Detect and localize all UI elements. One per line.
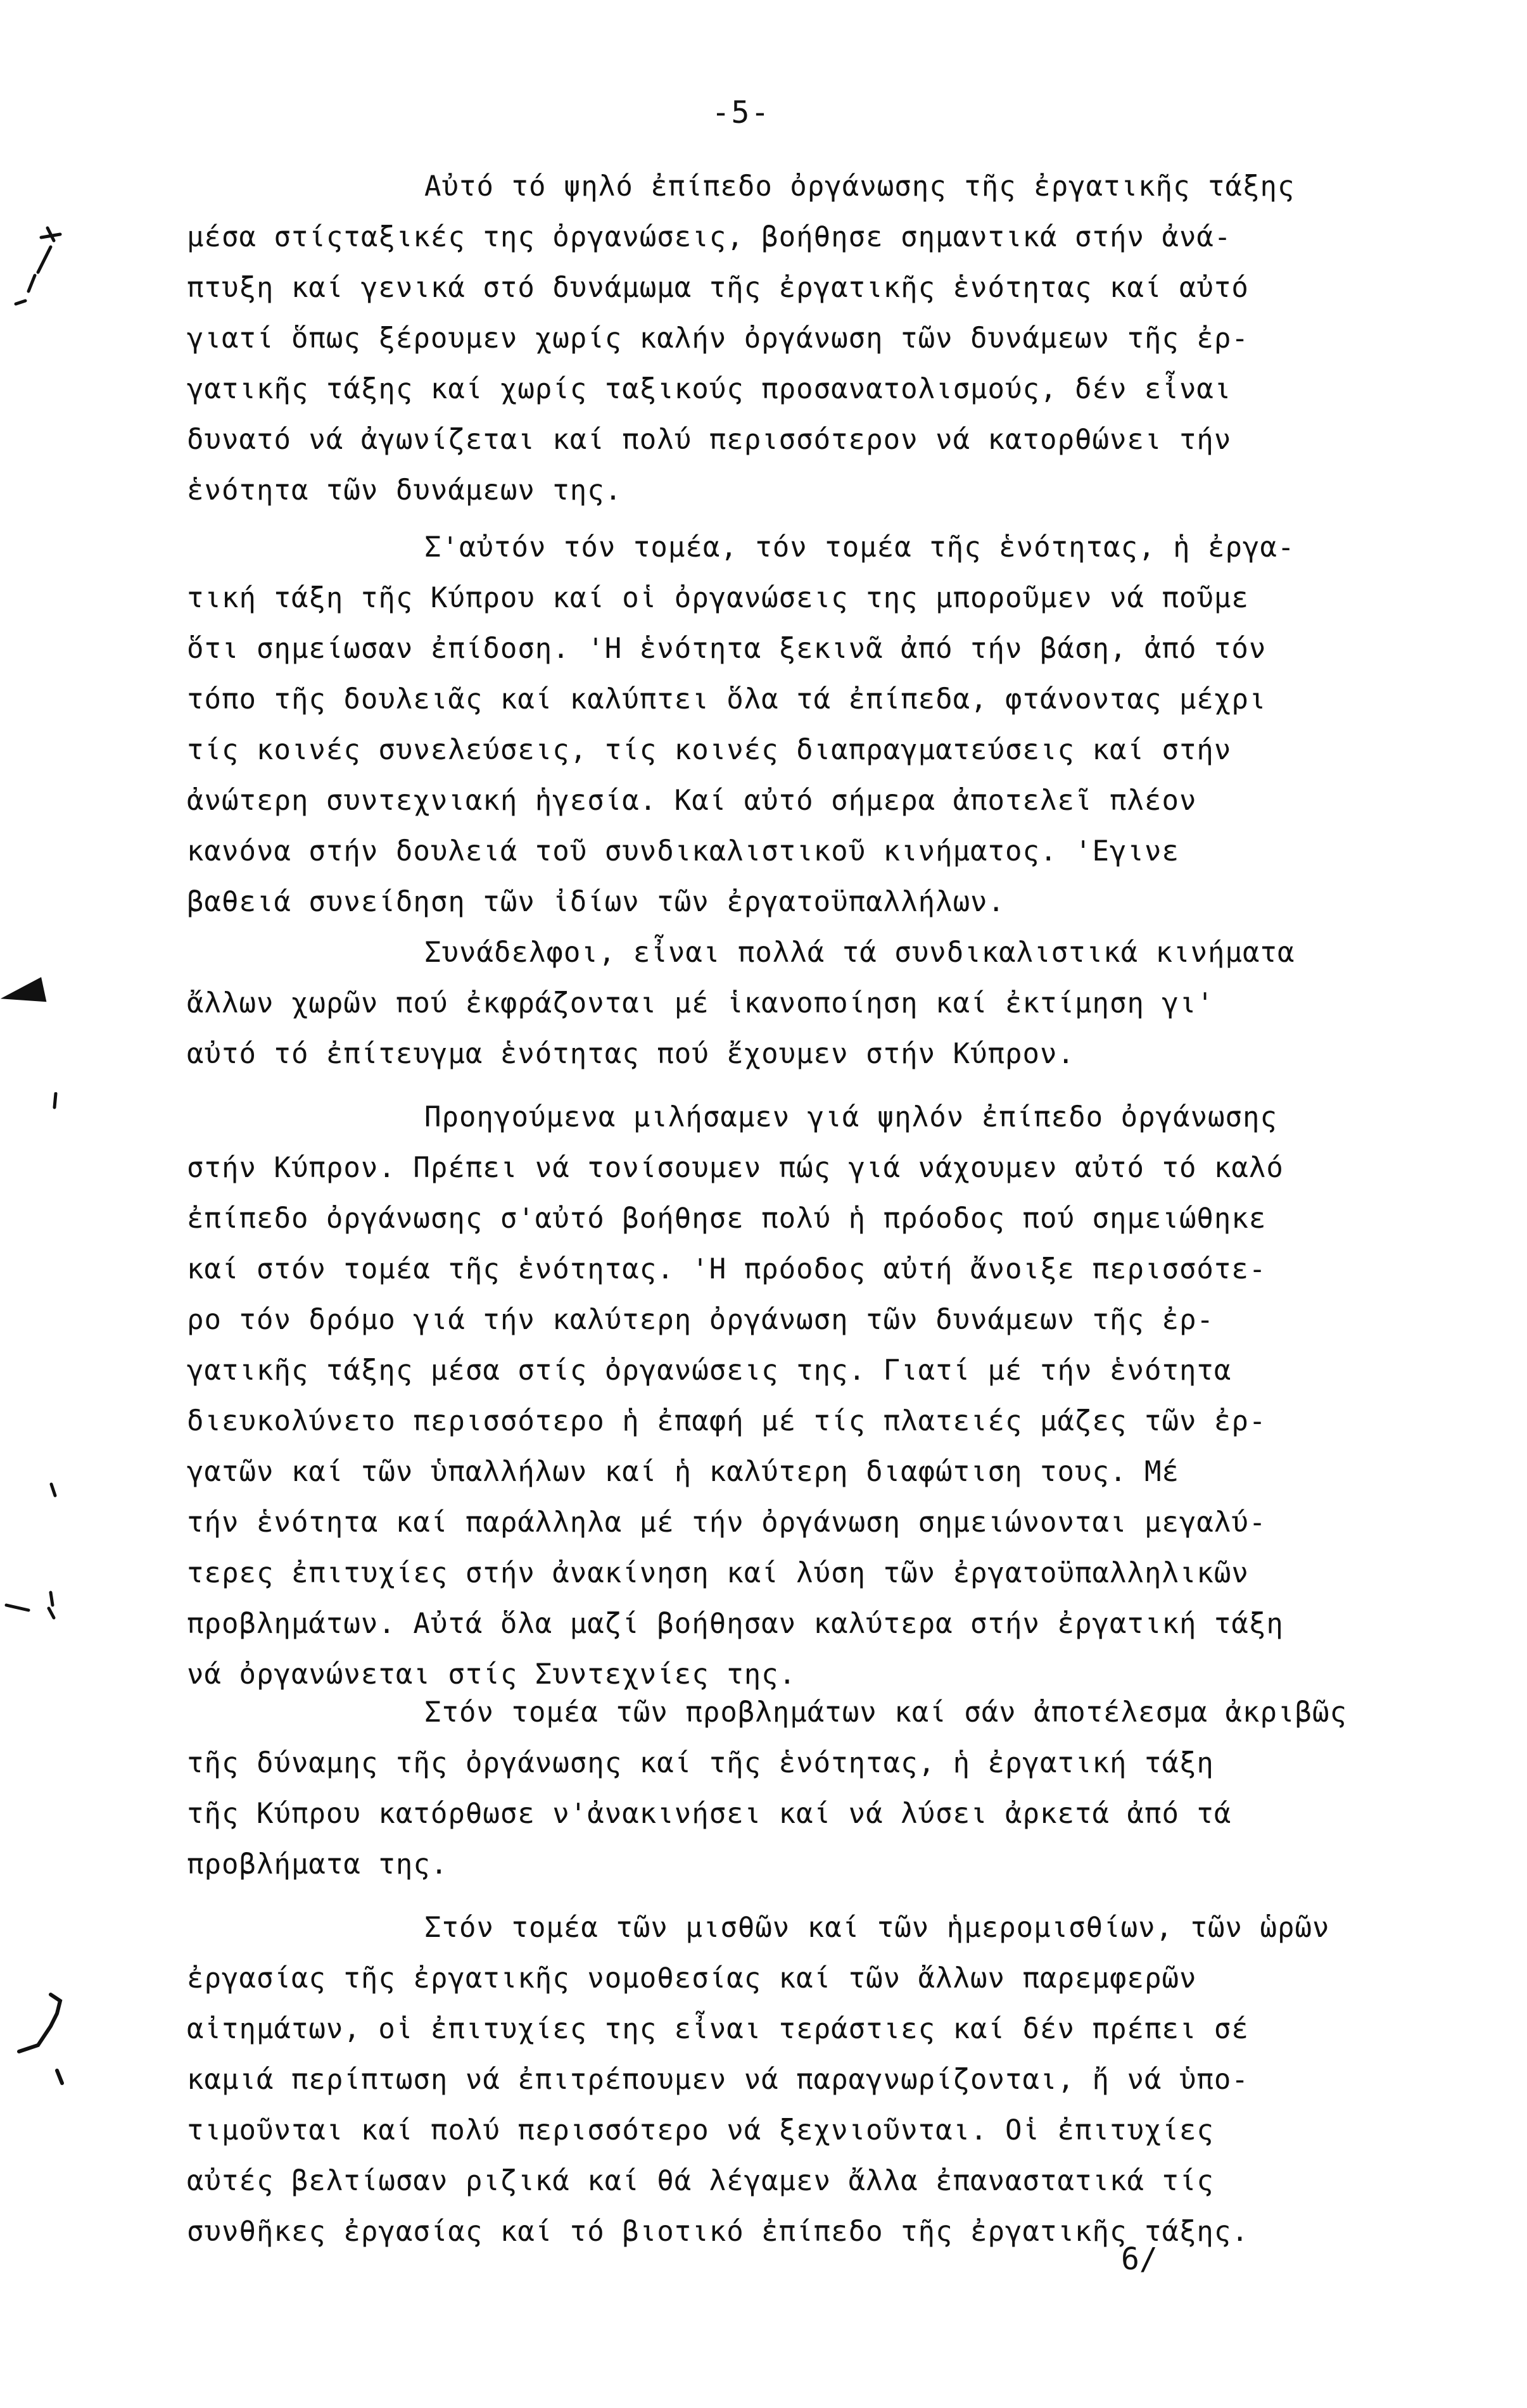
text-line: ὅτι σημείωσαν ἐπίδοση. 'Η ἑνότητα ξεκινᾶ ἀπό τήν βάση, ἀπό τόν bbox=[187, 633, 1267, 665]
margin-scribble-mark bbox=[3, 222, 67, 329]
paragraph-5 bbox=[187, 1687, 1428, 1890]
text-line: πτυξη καί γενικά στό δυνάμωμα τῆς ἐργατικῆς ἑνότητας καί αὐτό bbox=[187, 272, 1249, 304]
text-line: κανόνα στήν δουλειά τοῦ συνδικαλιστικοῦ κινήματος. 'Εγινε bbox=[187, 835, 1179, 867]
text-line: τόπο τῆς δουλειᾶς καί καλύπτει ὅλα τά ἐπίπεδα, φτάνοντας μέχρι bbox=[187, 683, 1267, 715]
text-line: Στόν τομέα τῶν μισθῶν καί τῶν ἡμερομισθίων, τῶν ὡρῶν bbox=[424, 1912, 1330, 1944]
margin-scribble-mark bbox=[6, 1988, 70, 2090]
text-line: καί στόν τομέα τῆς ἑνότητας. 'Η πρόοδος αὐτή ἄνοιξε περισσότε- bbox=[187, 1253, 1267, 1285]
catchword: 6/ bbox=[1121, 2241, 1158, 2277]
text-line: διευκολύνετο περισσότερο ἡ ἐπαφή μέ τίς πλατειές μάζες τῶν ἐρ- bbox=[187, 1405, 1267, 1437]
text-line: Στόν τομέα τῶν προβλημάτων καί σάν ἀποτέλεσμα ἀκριβῶς bbox=[424, 1696, 1347, 1729]
margin-tick-mark bbox=[48, 1482, 60, 1501]
margin-scribble-mark bbox=[3, 1586, 67, 1624]
text-line: γιατί ὅπως ξέρουμεν χωρίς καλήν ὀργάνωση τῶν δυνάμεων τῆς ἐρ- bbox=[187, 322, 1249, 355]
text-line: τική τάξη τῆς Κύπρου καί οἱ ὀργανώσεις της μποροῦμεν νά ποῦμε bbox=[187, 582, 1249, 614]
text-line: ρο τόν δρόμο γιά τήν καλύτερη ὀργάνωση τῶν δυνάμεων τῆς ἐρ- bbox=[187, 1304, 1214, 1336]
paragraph-3 bbox=[187, 928, 1428, 1080]
text-line: αὐτές βελτίωσαν ριζικά καί θά λέγαμεν ἄλλα ἐπαναστατικά τίς bbox=[187, 2165, 1214, 2197]
text-line: στήν Κύπρον. Πρέπει νά τονίσουμεν πώς γιά νάχουμεν αὐτό τό καλό bbox=[187, 1152, 1284, 1184]
paragraph-2 bbox=[187, 522, 1428, 928]
text-line: τῆς Κύπρου κατόρθωσε ν'ἀνακινήσει καί νά λύσει ἀρκετά ἀπό τά bbox=[187, 1798, 1232, 1830]
text-line: συνθῆκες ἐργασίας καί τό βιοτικό ἐπίπεδο τῆς ἐργατικῆς τάξης. bbox=[187, 2216, 1249, 2248]
text-line: καμιά περίπτωση νά ἐπιτρέπουμεν νά παραγνωρίζονται, ἤ νά ὑπο- bbox=[187, 2064, 1249, 2096]
paragraph-6 bbox=[187, 1903, 1428, 2257]
text-line: Σ'αὐτόν τόν τομέα, τόν τομέα τῆς ἑνότητας, ἡ ἐργα- bbox=[424, 531, 1295, 564]
text-line: αἰτημάτων, οἱ ἐπιτυχίες της εἶναι τεράστιες καί δέν πρέπει σέ bbox=[187, 2013, 1249, 2045]
text-line: ἑνότητα τῶν δυνάμεων της. bbox=[187, 474, 623, 507]
text-line: ἐπίπεδο ὀργάνωσης σ'αὐτό βοήθησε πολύ ἡ πρόοδος πού σημειώθηκε bbox=[187, 1202, 1267, 1235]
text-line: τερες ἐπιτυχίες στήν ἀνακίνηση καί λύση τῶν ἐργατοϋπαλληλικῶν bbox=[187, 1557, 1249, 1589]
margin-arrow-mark bbox=[0, 977, 46, 1011]
text-line: βαθειά συνείδηση τῶν ἰδίων τῶν ἐργατοϋπαλλήλων. bbox=[187, 886, 1006, 918]
text-line: ἐργασίας τῆς ἐργατικῆς νομοθεσίας καί τῶν ἄλλων παρεμφερῶν bbox=[187, 1962, 1197, 1995]
text-line: προβλημάτων. Αὐτά ὅλα μαζί βοήθησαν καλύτερα στήν ἐργατική τάξη bbox=[187, 1608, 1284, 1640]
text-line: τῆς δύναμης τῆς ὀργάνωσης καί τῆς ἑνότητας, ἡ ἐργατική τάξη bbox=[187, 1747, 1214, 1779]
text-line: Αὐτό τό ψηλό ἐπίπεδο ὀργάνωσης τῆς ἐργατικῆς τάξης bbox=[424, 170, 1295, 203]
text-line: Συνάδελφοι, εἶναι πολλά τά συνδικαλιστικά κινήματα bbox=[424, 936, 1295, 969]
paragraph-1 bbox=[187, 161, 1428, 516]
text-line: ἀνώτερη συντεχνιακή ἡγεσία. Καί αὐτό σήμερα ἀποτελεῖ πλέον bbox=[187, 785, 1197, 817]
text-line: προβλήματα της. bbox=[187, 1848, 448, 1881]
text-line: δυνατό νά ἀγωνίζεται καί πολύ περισσότερον νά κατορθώνει τήν bbox=[187, 424, 1232, 456]
text-line: αὐτό τό ἐπίτευγμα ἑνότητας πού ἔχουμεν στήν Κύπρον. bbox=[187, 1038, 1075, 1070]
margin-tick-mark bbox=[49, 1092, 62, 1111]
text-line: τήν ἑνότητα καί παράλληλα μέ τήν ὀργάνωση σημειώνονται μεγαλύ- bbox=[187, 1506, 1267, 1539]
text-line: μέσα στίςταξικές της ὀργανώσεις, βοήθησε σημαντικά στήν ἀνά- bbox=[187, 221, 1232, 253]
page-number: -5- bbox=[711, 95, 771, 130]
text-line: Προηγούμενα μιλήσαμεν γιά ψηλόν ἐπίπεδο ὀργάνωσης bbox=[424, 1101, 1278, 1133]
paragraph-4 bbox=[187, 1092, 1428, 1700]
text-line: γατικῆς τάξης μέσα στίς ὀργανώσεις της. Γιατί μέ τήν ἑνότητα bbox=[187, 1354, 1232, 1387]
text-line: γατικῆς τάξης καί χωρίς ταξικούς προσανατολισμούς, δέν εἶναι bbox=[187, 373, 1232, 405]
text-line: τιμοῦνται καί πολύ περισσότερο νά ξεχνιοῦνται. Οἱ ἐπιτυχίες bbox=[187, 2114, 1214, 2146]
text-line: τίς κοινές συνελεύσεις, τίς κοινές διαπραγματεύσεις καί στήν bbox=[187, 734, 1232, 766]
text-line: ἄλλων χωρῶν πού ἐκφράζονται μέ ἱκανοποίηση καί ἐκτίμηση γι' bbox=[187, 987, 1214, 1019]
text-line: γατῶν καί τῶν ὑπαλλήλων καί ἡ καλύτερη διαφώτιση τους. Μέ bbox=[187, 1456, 1179, 1488]
text-line: νά ὀργανώνεται στίς Συντεχνίες της. bbox=[187, 1658, 797, 1691]
